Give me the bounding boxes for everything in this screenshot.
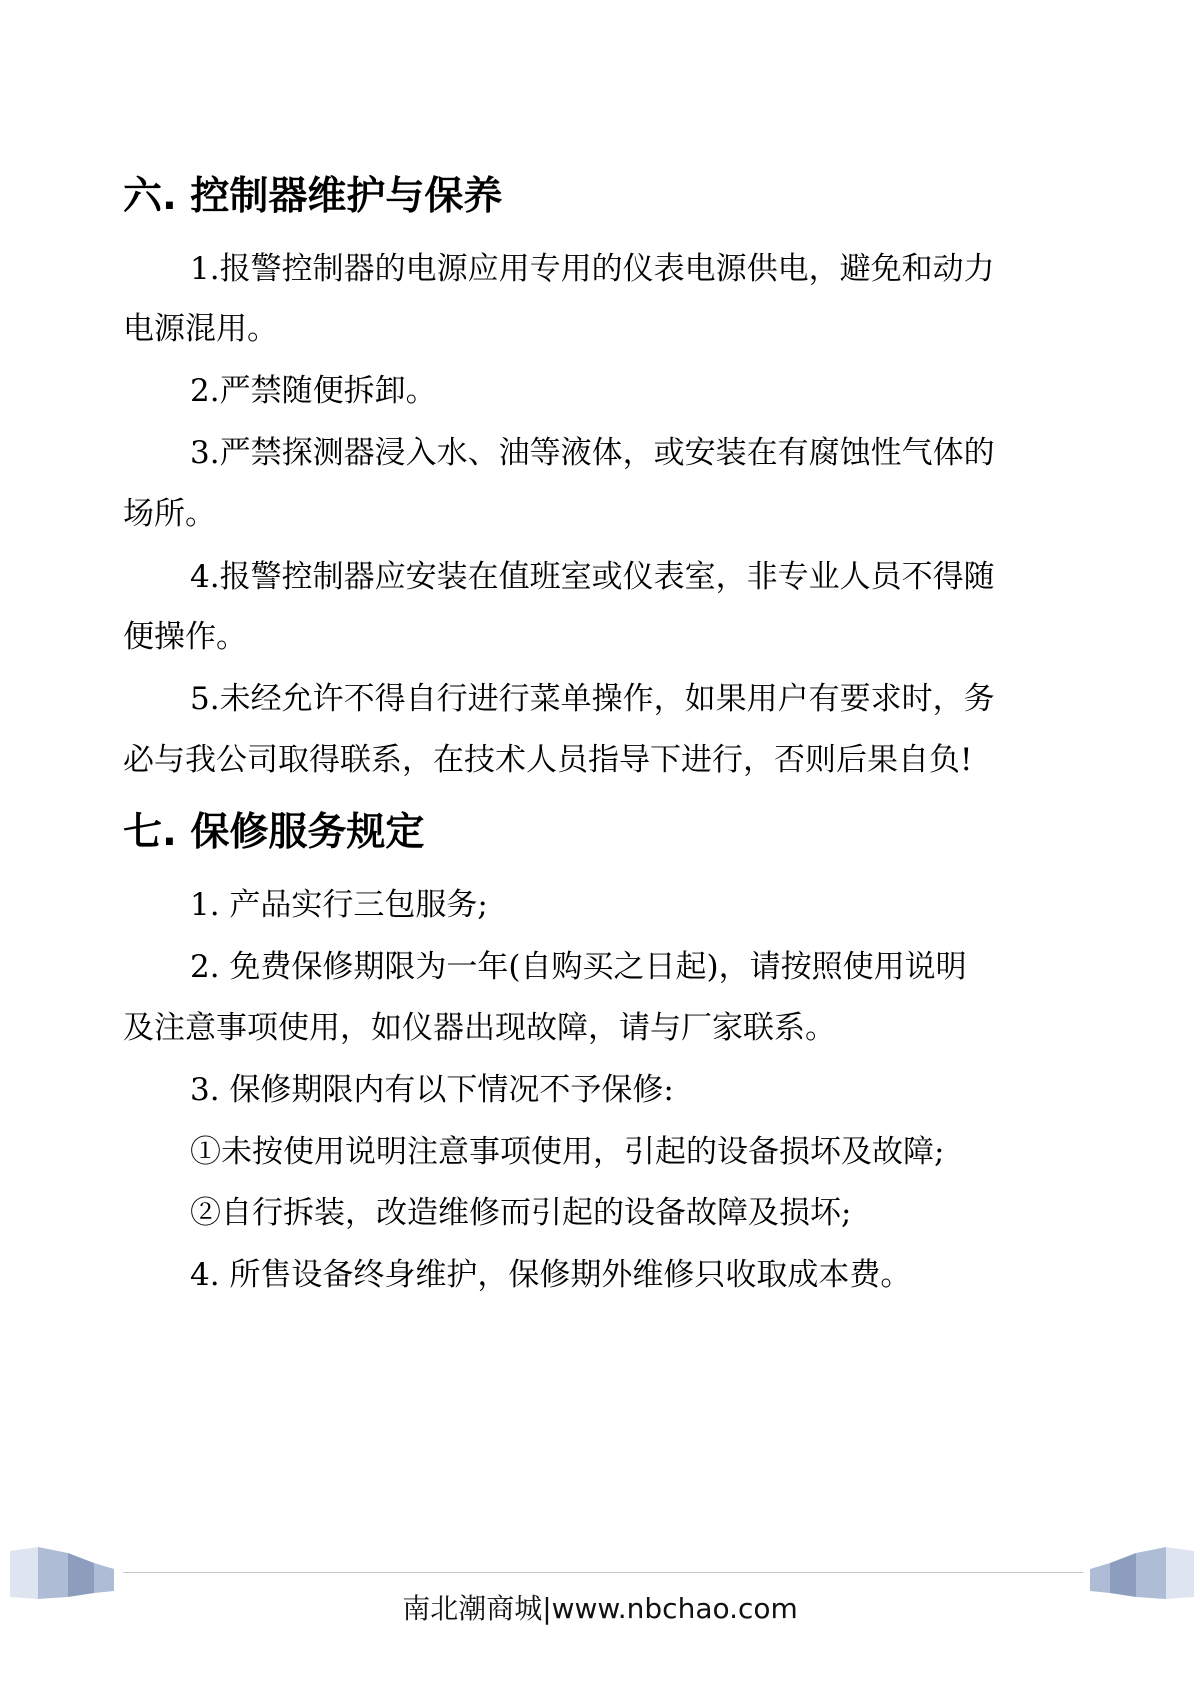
section-6-line: 电源混用。 <box>123 311 278 347</box>
section-6-line: 3.严禁探测器浸入水、油等液体，或安装在有腐蚀性气体的 <box>190 435 995 471</box>
section-7-line: ①未按使用说明注意事项使用，引起的设备损坏及故障; <box>190 1134 945 1170</box>
footer-divider <box>123 1572 1083 1573</box>
footer-site-name: 南北潮商城|www.nbchao.com <box>402 1592 798 1625</box>
section-7-line: 2. 免费保修期限为一年(自购买之日起)，请按照使用说明 <box>190 949 967 985</box>
section-6-line: 2.严禁随便拆卸。 <box>190 373 437 409</box>
section-6-line: 4.报警控制器应安装在值班室或仪表室，非专业人员不得随 <box>190 559 995 595</box>
section-6-line: 场所。 <box>123 496 216 532</box>
section-6-line: 必与我公司取得联系，在技术人员指导下进行，否则后果自负! <box>123 742 973 778</box>
section-7-line: ②自行拆装，改造维修而引起的设备故障及损坏; <box>190 1195 852 1231</box>
section-6-line: 便操作。 <box>123 619 247 655</box>
section-7-line: 3. 保修期限内有以下情况不予保修: <box>190 1072 674 1108</box>
section-6-heading: 六. 控制器维护与保养 <box>123 174 503 219</box>
section-7-heading: 七. 保修服务规定 <box>123 810 425 855</box>
section-7-line: 1. 产品实行三包服务; <box>190 887 488 923</box>
section-7-line: 及注意事项使用，如仪器出现故障，请与厂家联系。 <box>123 1010 836 1046</box>
section-6-line: 5.未经允许不得自行进行菜单操作，如果用户有要求时，务 <box>190 681 995 717</box>
section-6-line: 1.报警控制器的电源应用专用的仪表电源供电，避免和动力 <box>190 251 995 287</box>
section-7-line: 4. 所售设备终身维护，保修期外维修只收取成本费。 <box>190 1257 912 1293</box>
